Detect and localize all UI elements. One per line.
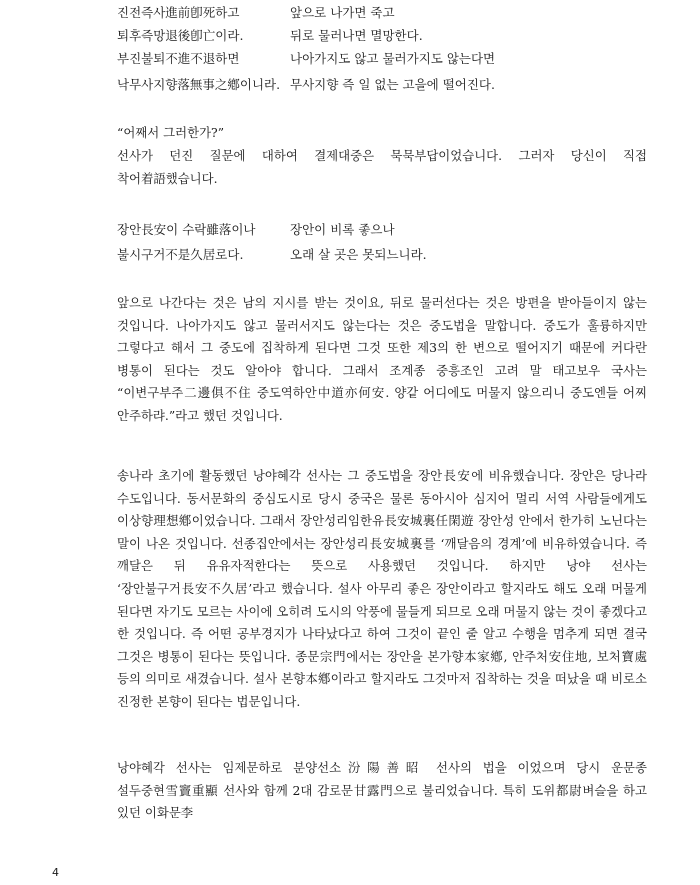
verse-translation: 나아가지도 않고 물러가지도 않는다면 [290,51,496,66]
verse-hanja-line: 부진불퇴不進不退하면 [117,51,240,66]
paragraph: 선사가 던진 질문에 대하여 결제대중은 묵묵부답이었습니다. 그러자 당신이 직접 착어着語했습니다. [117,148,647,186]
paragraph: 송나라 초기에 활동했던 낭야혜각 선사는 그 중도법을 장안長安에 비유했습니다. 장안은 당나라 수도입니다. 동서문화의 중심도시로 당시 중국은 물론 동아시아 심지어 멀리 서역 사람들에게도 이상향理想鄕이었습니다. 그래서 장안성리임한유長安城裏任閑遊 장안성 안에서 한가히 노닌다는 말이 나온 것입니다. 선종집안에서는 장안성리長安城裏를 ‘깨달음의 경계’에 비유하였습니다. 즉 깨달은 뒤 유유자적한다는 뜻으로 사용했던 것입니다. 하지만 낭야 선사는 ‘장안불구거長安不久居’라고 했습니다. 설사 아무리 좋은 장안이라고 할지라도 해도 오래 머물게 된다면 자기도 모르는 사이에 오히려 도시의 악풍에 물들게 되므로 오래 머물지 않는 것이 좋겠다고 한 것입니다. 즉 어떤 공부경지가 나타났다고 하여 그것이 끝인 줄 알고 수행을 멈추게 되면 결국 그것은 병통이 된다는 뜻입니다. 종문宗門에서는 장안을 본가향本家鄕, 안주처安住地, 보처寶處 등의 의미로 새겼습니다. 설사 본향本鄕이라고 할지라도 그것마저 집착하는 것을 떠났을 때 비로소 진정한 본향이 된다는 법문입니다. [117,468,647,709]
verse-line [117,48,657,70]
verse-translation: 장안이 비록 좋으나 [290,222,395,237]
paragraph: 앞으로 나간다는 것은 남의 지시를 받는 것이요, 뒤로 물러선다는 것은 방편을 받아들이지 않는 것입니다. 나아가지도 않고 물러서지도 않는다는 것은 중도법을 말합니다. 중도가 훌륭하지만 그렇다고 해서 그 중도에 집착하게 된다면 그것 또한 제3의 한 변으로 떨어지기 때문에 커다란 병통이 된다는 것도 알아야 합니다. 그래서 조계종 중흥조인 고려 말 태고보우 국사는 “이변구부주二邊俱不住 중도역하안中道亦何安. 양같 어디에도 머물지 않으리니 중도엔들 어찌 안주하랴.”라고 했던 것입니다. [117,295,647,423]
verse-hanja-line: 불시구거不是久居로다. [117,247,244,262]
verse-hanja-line: 낙무사지향落無事之鄕이니라. [117,77,281,92]
verse-translation: 뒤로 물러나면 멸망한다. [290,28,423,43]
verse-line [117,25,657,47]
verse-translation: 앞으로 나가면 죽고 [290,5,395,20]
verse-line [117,74,657,96]
verse-translation: 무사지향 즉 일 없는 고을에 떨어진다. [290,77,495,92]
paragraph: 낭야혜각 선사는 임제문하로 분양선소汾陽善昭 선사의 법을 이었으며 당시 운문종 설두중현雪竇重顯 선사와 함께 2대 감로문甘露門으로 불리었습니다. 특히 도위都尉벼슬을 하고 있던 이화문李 [117,760,647,821]
verse-line [117,219,657,241]
verse-hanja-line: 장안長安이 수락雖落이나 [117,222,256,237]
question-line: “어째서 그러한가?” [117,125,225,140]
verse-translation: 오래 살 곳은 못되느니라. [290,247,427,262]
verse-line [117,244,657,266]
verse-hanja-line: 퇴후즉망退後卽亡이라. [117,28,244,43]
page-number: 4 [52,866,59,879]
verse-hanja-line: 진전즉사進前卽死하고 [117,5,240,20]
verse-line [117,2,657,24]
